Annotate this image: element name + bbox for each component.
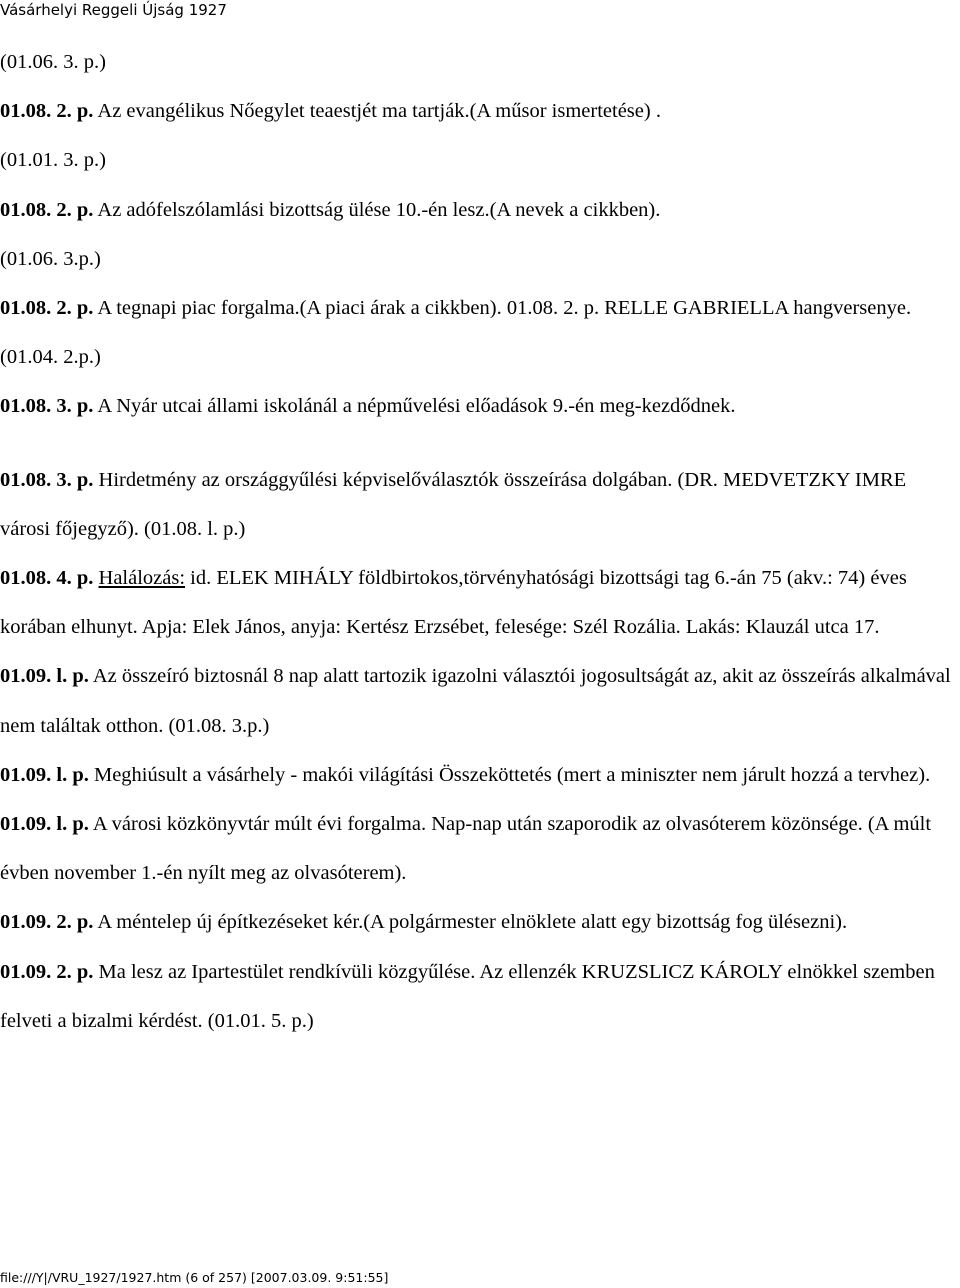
- entry-text: Hirdetmény az országgyűlési képviselőválasztók összeírása dolgában. (DR. MEDVETZKY IMRE városi főjegyző). (01.08. l. p.): [0, 468, 907, 540]
- entry: [0, 87, 958, 136]
- entry: [0, 652, 958, 750]
- entry: [0, 382, 958, 431]
- entry-text: A városi közkönyvtár múlt évi forgalma. Nap-nap után szaporodik az olvasóterem közönsége. (A múlt évben november 1.-én nyílt meg az olvasóterem).: [0, 813, 932, 885]
- entry-date-code: 01.08. 2. p.: [0, 198, 94, 221]
- obituary-heading: Halálozás:: [98, 567, 186, 590]
- entry-text: Az evangélikus Nőegylet teaestjét ma tartják.(A műsor ismertetése) .: [93, 100, 661, 123]
- entry-date-code: 01.08. 4. p.: [0, 567, 94, 590]
- entry-reference: (01.01. 3. p.): [0, 149, 106, 172]
- entry-text: Meghiúsult a vásárhely - makói világítási Összeköttetés (mert a miniszter nem járult hozzá a tervhez).: [88, 763, 931, 786]
- entry: [0, 800, 958, 898]
- entry: [0, 948, 958, 1046]
- entry-reference: (01.06. 3.p.): [0, 247, 101, 270]
- entry-date-code: 01.09. 2. p.: [0, 960, 94, 983]
- entry: [0, 235, 958, 284]
- entry-text: Az összeíró biztosnál 8 nap alatt tartozik igazolni választói jogosultságát az, akit az összeírás alkalmával nem találtak otthon. (01.08. 3.p.): [0, 665, 951, 737]
- document-body: [0, 38, 958, 1046]
- document-header: [0, 0, 227, 20]
- entry: [0, 38, 958, 87]
- entry-text: id. ELEK MIHÁLY földbirtokos,törvényhatósági bizottsági tag 6.-án 75 (akv.: 74) éves korában elhunyt. Apja: Elek János, anyja: Kertész Erzsébet, felesége: Szél Rozália. Lakás: Klauzál utca 17.: [0, 567, 907, 639]
- entry-date-code: 01.08. 3. p.: [0, 468, 94, 491]
- entry-date-code: 01.08. 2. p.: [0, 100, 94, 123]
- entry: [0, 554, 958, 652]
- entry: [0, 136, 958, 185]
- entry-date-code: 01.09. l. p.: [0, 763, 89, 786]
- entry-date-code: 01.09. l. p.: [0, 665, 89, 688]
- entry-date-code: 01.09. l. p.: [0, 813, 89, 836]
- entry-reference: (01.06. 3. p.): [0, 51, 106, 73]
- entry: [0, 456, 958, 554]
- entry-date-code: 01.08. 3. p.: [0, 395, 94, 418]
- document-footer: [0, 1270, 388, 1286]
- entry-date-code: 01.08. 2. p.: [0, 297, 94, 320]
- entry-text: A méntelep új építkezéseket kér.(A polgármester elnöklete alatt egy bizottság fog ülésezni).: [93, 911, 848, 934]
- entry: [0, 898, 958, 947]
- entry: [0, 284, 958, 382]
- entry-text: A tegnapi piac forgalma.(A piaci árak a cikkben). 01.08. 2. p. RELLE GABRIELLA hangversenye. (01.04. 2.p.): [0, 297, 912, 369]
- entry-date-code: 01.09. 2. p.: [0, 911, 94, 934]
- file-path-footer: file:///Y|/VRU_1927/1927.htm (6 of 257) [2007.03.09. 9:51:55]: [0, 1270, 389, 1285]
- entry: [0, 186, 958, 235]
- entry: [0, 751, 958, 800]
- document-title: Vásárhelyi Reggeli Újság 1927: [0, 1, 227, 19]
- entry-text: Az adófelszólamlási bizottság ülése 10.-én lesz.(A nevek a cikkben).: [93, 198, 661, 221]
- entry-text: A Nyár utcai állami iskolánál a népművelési előadások 9.-én meg-kezdődnek.: [93, 395, 736, 418]
- entry-text: Ma lesz az Ipartestület rendkívüli közgyűlése. Az ellenzék KRUZSLICZ KÁROLY elnökkel szemben felveti a bizalmi kérdést. (01.01. 5. p.): [0, 960, 935, 1032]
